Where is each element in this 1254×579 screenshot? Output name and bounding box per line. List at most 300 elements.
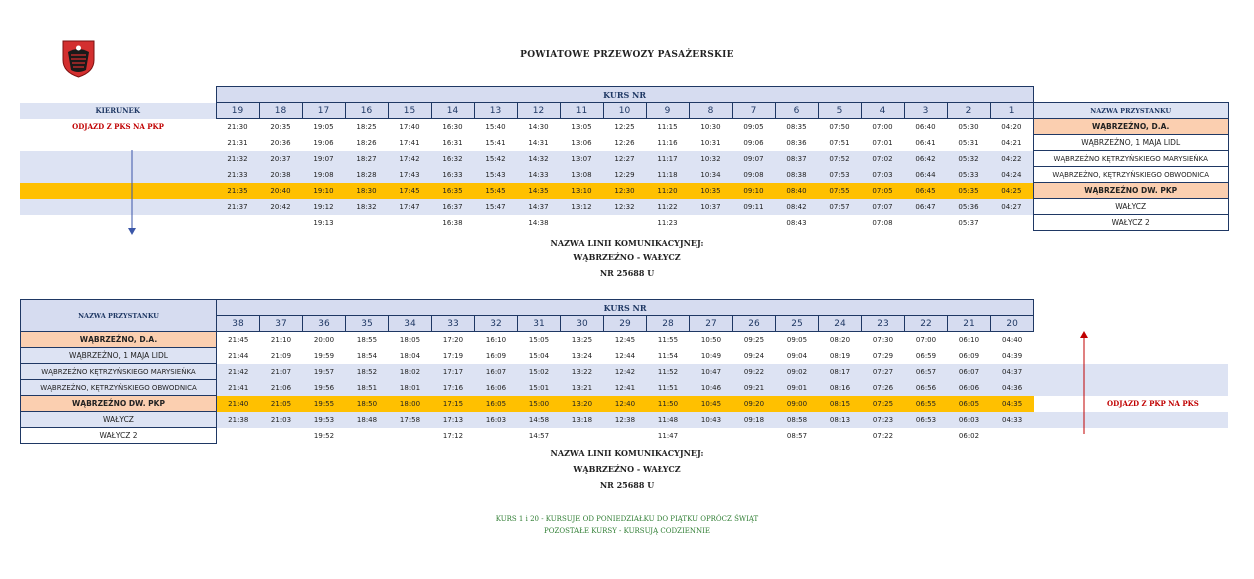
time-cell: 16:03 [475, 412, 518, 428]
course-number: 19 [216, 103, 259, 119]
time-cell: 16:05 [475, 396, 518, 412]
time-cell: 15:00 [518, 396, 561, 412]
time-cell: 08:40 [775, 183, 818, 199]
time-cell: 13:05 [571, 122, 592, 131]
time-cell: 06:59 [915, 351, 937, 360]
time-cell: 11:18 [646, 167, 689, 183]
time-cell: 18:48 [346, 412, 389, 428]
stop-name: WĄBRZEŹNO, 1 MAJA LIDL [21, 348, 217, 364]
time-cell: 18:25 [356, 122, 377, 131]
time-cell: 20:35 [270, 122, 291, 131]
table-row [20, 199, 1228, 215]
course-number: 31 [518, 316, 561, 332]
time-cell: 12:42 [604, 364, 647, 380]
time-cell: 13:06 [571, 138, 592, 147]
time-cell: 18:26 [356, 138, 377, 147]
time-cell: 11:55 [657, 335, 679, 344]
stop-name: WĄBRZEŹNO, KĘTRZYŃSKIEGO OBWODNICA [1033, 167, 1228, 183]
time-cell: 10:46 [690, 380, 733, 396]
time-cell: 13:18 [561, 412, 604, 428]
time-cell: 17:13 [432, 412, 475, 428]
time-cell: 14:32 [517, 151, 560, 167]
time-cell: 05:37 [958, 218, 979, 227]
time-cell: 06:47 [904, 199, 947, 215]
course-number: 6 [775, 103, 818, 119]
time-cell: 11:23 [657, 218, 678, 227]
time-cell: 18:04 [399, 351, 421, 360]
course-number: 27 [690, 316, 733, 332]
time-cell: 07:29 [872, 351, 894, 360]
time-cell: 07:22 [872, 431, 894, 440]
time-cell: 20:36 [270, 138, 291, 147]
time-cell [990, 215, 1033, 231]
empty-cell [1034, 348, 1229, 364]
time-cell: 04:20 [1001, 122, 1022, 131]
time-cell: 07:26 [862, 380, 905, 396]
time-cell: 09:05 [786, 335, 808, 344]
time-cell: 21:06 [260, 380, 303, 396]
time-cell: 04:24 [990, 167, 1033, 183]
time-cell [561, 428, 604, 444]
time-cell: 05:33 [947, 167, 990, 183]
course-number: 24 [819, 316, 862, 332]
stop-name: WĄBRZEŹNO KĘTRZYŃSKIEGO MARYSIEŃKA [21, 364, 217, 380]
table-row [20, 183, 1228, 199]
time-cell: 14:37 [517, 199, 560, 215]
stop-name: WAŁYCZ [1033, 199, 1228, 215]
time-cell: 17:12 [442, 431, 464, 440]
time-cell: 21:30 [227, 122, 248, 131]
course-number: 9 [646, 103, 689, 119]
time-cell: 15:05 [528, 335, 550, 344]
time-cell: 18:51 [346, 380, 389, 396]
time-cell: 14:57 [528, 431, 550, 440]
course-number: 8 [689, 103, 732, 119]
time-cell: 10:32 [689, 151, 732, 167]
course-number: 23 [862, 316, 905, 332]
stop-name: WĄBRZEŹNO, 1 MAJA LIDL [1033, 135, 1228, 151]
time-cell: 17:43 [388, 167, 431, 183]
time-cell: 15:40 [485, 122, 506, 131]
time-cell: 06:10 [958, 335, 980, 344]
time-cell [604, 428, 647, 444]
time-cell: 15:45 [474, 183, 517, 199]
time-cell: 08:36 [786, 138, 807, 147]
time-cell: 16:09 [485, 351, 507, 360]
bottom-line-label: NAZWA LINII KOMUNIKACYJNEJ: [550, 448, 704, 458]
course-number: 26 [733, 316, 776, 332]
time-cell: 16:35 [431, 183, 474, 199]
time-cell: 11:20 [646, 183, 689, 199]
time-cell: 09:05 [743, 122, 764, 131]
course-number: 12 [517, 103, 560, 119]
time-cell: 19:10 [302, 183, 345, 199]
time-cell [474, 215, 517, 231]
time-cell: 06:45 [904, 183, 947, 199]
time-cell: 18:00 [389, 396, 432, 412]
course-number: 7 [732, 103, 775, 119]
time-cell: 17:41 [399, 138, 420, 147]
time-cell: 19:13 [313, 218, 334, 227]
time-cell: 17:42 [388, 151, 431, 167]
time-cell: 21:32 [216, 151, 259, 167]
time-cell: 06:09 [958, 351, 980, 360]
course-number: 14 [431, 103, 474, 119]
time-cell: 12:29 [603, 167, 646, 183]
time-cell: 21:42 [217, 364, 260, 380]
time-cell: 19:52 [313, 431, 335, 440]
time-cell: 09:04 [786, 351, 808, 360]
time-cell: 11:52 [647, 364, 690, 380]
time-cell: 15:01 [518, 380, 561, 396]
time-cell: 07:27 [862, 364, 905, 380]
time-cell: 14:35 [517, 183, 560, 199]
time-cell: 15:02 [518, 364, 561, 380]
time-cell [733, 428, 776, 444]
table-row [20, 119, 1228, 135]
stop-name: WĄBRZEŹNO DW. PKP [1033, 183, 1228, 199]
time-cell: 09:11 [732, 199, 775, 215]
time-cell: 15:41 [485, 138, 506, 147]
time-cell: 05:31 [958, 138, 979, 147]
course-number: 15 [388, 103, 431, 119]
time-cell: 08:57 [786, 431, 808, 440]
time-cell: 18:50 [346, 396, 389, 412]
bottom-line-number: NR 25688 U [599, 480, 655, 490]
time-cell: 04:33 [991, 412, 1034, 428]
time-cell [345, 215, 388, 231]
time-cell: 07:00 [915, 335, 937, 344]
time-cell: 14:38 [528, 218, 549, 227]
kurs-header: KURS NR [217, 300, 1034, 316]
time-cell: 13:20 [561, 396, 604, 412]
time-cell: 13:08 [560, 167, 603, 183]
time-cell: 06:41 [915, 138, 936, 147]
empty-cell [20, 151, 216, 167]
table-row [21, 380, 1229, 396]
course-number: 17 [302, 103, 345, 119]
time-cell: 18:02 [389, 364, 432, 380]
course-number: 18 [259, 103, 302, 119]
time-cell: 15:47 [474, 199, 517, 215]
time-cell: 17:15 [432, 396, 475, 412]
time-cell: 07:55 [818, 183, 861, 199]
time-cell: 06:06 [948, 380, 991, 396]
table-row [21, 412, 1229, 428]
time-cell: 21:40 [217, 396, 260, 412]
time-cell: 08:20 [829, 335, 851, 344]
course-number: 30 [561, 316, 604, 332]
time-cell: 19:59 [313, 351, 335, 360]
empty-cell [20, 199, 216, 215]
time-cell: 07:01 [872, 138, 893, 147]
time-cell [689, 215, 732, 231]
time-cell: 06:53 [905, 412, 948, 428]
time-cell: 08:17 [819, 364, 862, 380]
time-cell: 21:31 [227, 138, 248, 147]
time-cell: 04:21 [1001, 138, 1022, 147]
empty-cell [1034, 364, 1229, 380]
time-cell: 08:16 [819, 380, 862, 396]
time-cell: 16:10 [485, 335, 507, 344]
time-cell [904, 215, 947, 231]
time-cell: 08:58 [776, 412, 819, 428]
time-cell: 08:13 [819, 412, 862, 428]
time-cell: 18:28 [345, 167, 388, 183]
course-number: 28 [647, 316, 690, 332]
time-cell: 14:31 [528, 138, 549, 147]
time-cell: 18:32 [345, 199, 388, 215]
footer-note-2: POZOSTAŁE KURSY - KURSUJĄ CODZIENNIE [544, 527, 710, 535]
time-cell: 16:37 [431, 199, 474, 215]
time-cell: 21:44 [228, 351, 249, 360]
course-number: 21 [948, 316, 991, 332]
course-number: 4 [861, 103, 904, 119]
time-cell: 21:33 [216, 167, 259, 183]
time-cell: 07:30 [872, 335, 894, 344]
time-cell: 09:07 [732, 151, 775, 167]
course-number: 37 [260, 316, 303, 332]
course-number: 32 [475, 316, 518, 332]
course-number: 10 [603, 103, 646, 119]
time-cell [818, 215, 861, 231]
stop-name: WĄBRZEŹNO KĘTRZYŃSKIEGO MARYSIEŃKA [1033, 151, 1228, 167]
time-cell: 13:24 [571, 351, 593, 360]
course-number: 38 [217, 316, 260, 332]
table-row [21, 348, 1229, 364]
time-cell: 06:40 [915, 122, 936, 131]
time-cell: 16:33 [431, 167, 474, 183]
time-cell: 13:21 [561, 380, 604, 396]
table-row [21, 396, 1229, 412]
time-cell [475, 428, 518, 444]
time-cell: 18:54 [356, 351, 378, 360]
time-cell: 19:12 [302, 199, 345, 215]
course-number: 29 [604, 316, 647, 332]
direction-arrow-down [126, 150, 138, 236]
time-cell [260, 428, 303, 444]
course-number: 11 [560, 103, 603, 119]
time-cell: 18:05 [399, 335, 421, 344]
time-cell: 11:22 [646, 199, 689, 215]
time-cell: 09:25 [743, 335, 765, 344]
time-cell [388, 215, 431, 231]
time-cell [560, 215, 603, 231]
time-cell: 20:00 [313, 335, 335, 344]
table-row [20, 215, 1228, 231]
course-number: 16 [345, 103, 388, 119]
time-cell: 06:03 [948, 412, 991, 428]
time-cell: 17:45 [388, 183, 431, 199]
time-cell [905, 428, 948, 444]
time-cell: 12:40 [604, 396, 647, 412]
time-cell: 18:55 [356, 335, 378, 344]
course-number: 1 [990, 103, 1033, 119]
time-cell: 15:04 [528, 351, 550, 360]
time-cell: 07:25 [862, 396, 905, 412]
time-cell: 14:33 [517, 167, 560, 183]
time-cell: 12:32 [603, 199, 646, 215]
time-cell: 04:27 [990, 199, 1033, 215]
time-cell: 08:37 [775, 151, 818, 167]
time-cell: 11:17 [646, 151, 689, 167]
course-number: 33 [432, 316, 475, 332]
table-row [21, 364, 1229, 380]
time-cell: 06:05 [948, 396, 991, 412]
time-cell: 17:19 [442, 351, 464, 360]
time-cell: 07:50 [829, 122, 850, 131]
time-cell: 13:07 [560, 151, 603, 167]
time-cell: 09:08 [732, 167, 775, 183]
time-cell [217, 428, 260, 444]
course-number: 25 [776, 316, 819, 332]
time-cell: 07:08 [872, 218, 893, 227]
stop-name-header: NAZWA PRZYSTANKU [1033, 103, 1228, 119]
time-cell: 04:40 [1002, 335, 1023, 344]
stop-name-header: NAZWA PRZYSTANKU [21, 300, 217, 332]
time-cell: 10:30 [700, 122, 721, 131]
time-cell: 05:36 [947, 199, 990, 215]
time-cell [732, 215, 775, 231]
time-cell: 11:48 [647, 412, 690, 428]
time-cell: 09:00 [776, 396, 819, 412]
time-cell: 19:55 [303, 396, 346, 412]
time-cell [819, 428, 862, 444]
time-cell: 21:37 [216, 199, 259, 215]
time-cell: 18:27 [345, 151, 388, 167]
time-cell: 21:07 [260, 364, 303, 380]
time-cell: 07:52 [818, 151, 861, 167]
time-cell [346, 428, 389, 444]
time-cell: 04:37 [991, 364, 1034, 380]
time-cell: 21:41 [217, 380, 260, 396]
time-cell: 19:57 [303, 364, 346, 380]
stop-name: WĄBRZEŹNO, D.A. [21, 332, 217, 348]
time-cell: 06:57 [905, 364, 948, 380]
time-cell: 19:06 [313, 138, 334, 147]
time-cell: 06:44 [904, 167, 947, 183]
time-cell: 19:07 [302, 151, 345, 167]
direction-arrow-up [1078, 330, 1090, 434]
time-cell: 10:37 [689, 199, 732, 215]
time-cell: 07:53 [818, 167, 861, 183]
time-cell: 09:02 [776, 364, 819, 380]
time-cell: 09:01 [776, 380, 819, 396]
time-cell: 20:40 [259, 183, 302, 199]
time-cell: 07:23 [862, 412, 905, 428]
time-cell: 09:18 [733, 412, 776, 428]
course-number: 36 [303, 316, 346, 332]
table-row [20, 135, 1228, 151]
time-cell: 07:02 [861, 151, 904, 167]
time-cell: 09:22 [733, 364, 776, 380]
top-line-number: NR 25688 U [599, 268, 655, 278]
time-cell: 16:31 [442, 138, 463, 147]
time-cell: 18:30 [345, 183, 388, 199]
course-number: 20 [991, 316, 1034, 332]
time-cell: 17:16 [432, 380, 475, 396]
time-cell [216, 215, 259, 231]
footer-note-1: KURS 1 i 20 - KURSUJE OD PONIEDZIAŁKU DO PIĄTKU OPRÓCZ ŚWIĄT [495, 515, 759, 523]
time-cell: 20:37 [259, 151, 302, 167]
time-cell: 07:51 [829, 138, 850, 147]
time-cell [389, 428, 432, 444]
time-cell: 11:16 [657, 138, 678, 147]
time-cell: 17:40 [399, 122, 420, 131]
course-number: 2 [947, 103, 990, 119]
time-cell: 11:47 [657, 431, 679, 440]
time-cell: 16:38 [442, 218, 463, 227]
time-cell: 10:45 [690, 396, 733, 412]
time-cell: 09:21 [733, 380, 776, 396]
time-cell: 08:38 [775, 167, 818, 183]
time-cell: 16:06 [475, 380, 518, 396]
time-cell: 06:07 [948, 364, 991, 380]
stop-name: WAŁYCZ 2 [1033, 215, 1228, 231]
empty-cell [1034, 428, 1229, 444]
time-cell: 14:30 [528, 122, 549, 131]
time-cell: 08:19 [829, 351, 851, 360]
time-cell: 18:01 [389, 380, 432, 396]
table-row [21, 428, 1229, 444]
empty-cell [20, 135, 216, 151]
time-cell: 12:27 [603, 151, 646, 167]
time-cell: 08:42 [775, 199, 818, 215]
time-cell: 07:57 [818, 199, 861, 215]
empty-cell [20, 167, 216, 183]
time-cell: 16:32 [431, 151, 474, 167]
time-cell: 04:36 [991, 380, 1034, 396]
time-cell: 04:35 [991, 396, 1034, 412]
time-cell [259, 215, 302, 231]
time-cell: 08:15 [819, 396, 862, 412]
time-cell: 17:20 [442, 335, 464, 344]
time-cell: 17:58 [389, 412, 432, 428]
top-line-name: WĄBRZEŹNO - WAŁYCZ [573, 252, 681, 262]
empty-cell [20, 215, 216, 231]
time-cell: 16:07 [475, 364, 518, 380]
top-line-label: NAZWA LINII KOMUNIKACYJNEJ: [550, 238, 704, 248]
stop-name: WĄBRZEŹNO, D.A. [1033, 119, 1228, 135]
time-cell: 04:22 [990, 151, 1033, 167]
time-cell: 06:02 [958, 431, 980, 440]
time-cell: 21:35 [216, 183, 259, 199]
time-cell: 12:26 [614, 138, 635, 147]
time-cell: 17:47 [388, 199, 431, 215]
stop-name: WĄBRZEŹNO DW. PKP [21, 396, 217, 412]
time-cell: 11:15 [657, 122, 678, 131]
empty-cell [1034, 380, 1229, 396]
empty-cell [1034, 412, 1229, 428]
time-cell: 19:08 [302, 167, 345, 183]
time-cell: 11:51 [647, 380, 690, 396]
time-cell: 19:53 [303, 412, 346, 428]
course-number: 3 [904, 103, 947, 119]
table-row [20, 151, 1228, 167]
kurs-header: KURS NR [216, 87, 1033, 103]
time-cell: 05:32 [947, 151, 990, 167]
course-number: 35 [346, 316, 389, 332]
time-cell: 12:45 [614, 335, 636, 344]
course-number: 13 [474, 103, 517, 119]
stop-name: WAŁYCZ 2 [21, 428, 217, 444]
time-cell: 11:50 [647, 396, 690, 412]
course-number: 22 [905, 316, 948, 332]
course-number: 34 [389, 316, 432, 332]
time-cell [603, 215, 646, 231]
time-cell: 12:44 [614, 351, 636, 360]
time-cell: 10:34 [689, 167, 732, 183]
